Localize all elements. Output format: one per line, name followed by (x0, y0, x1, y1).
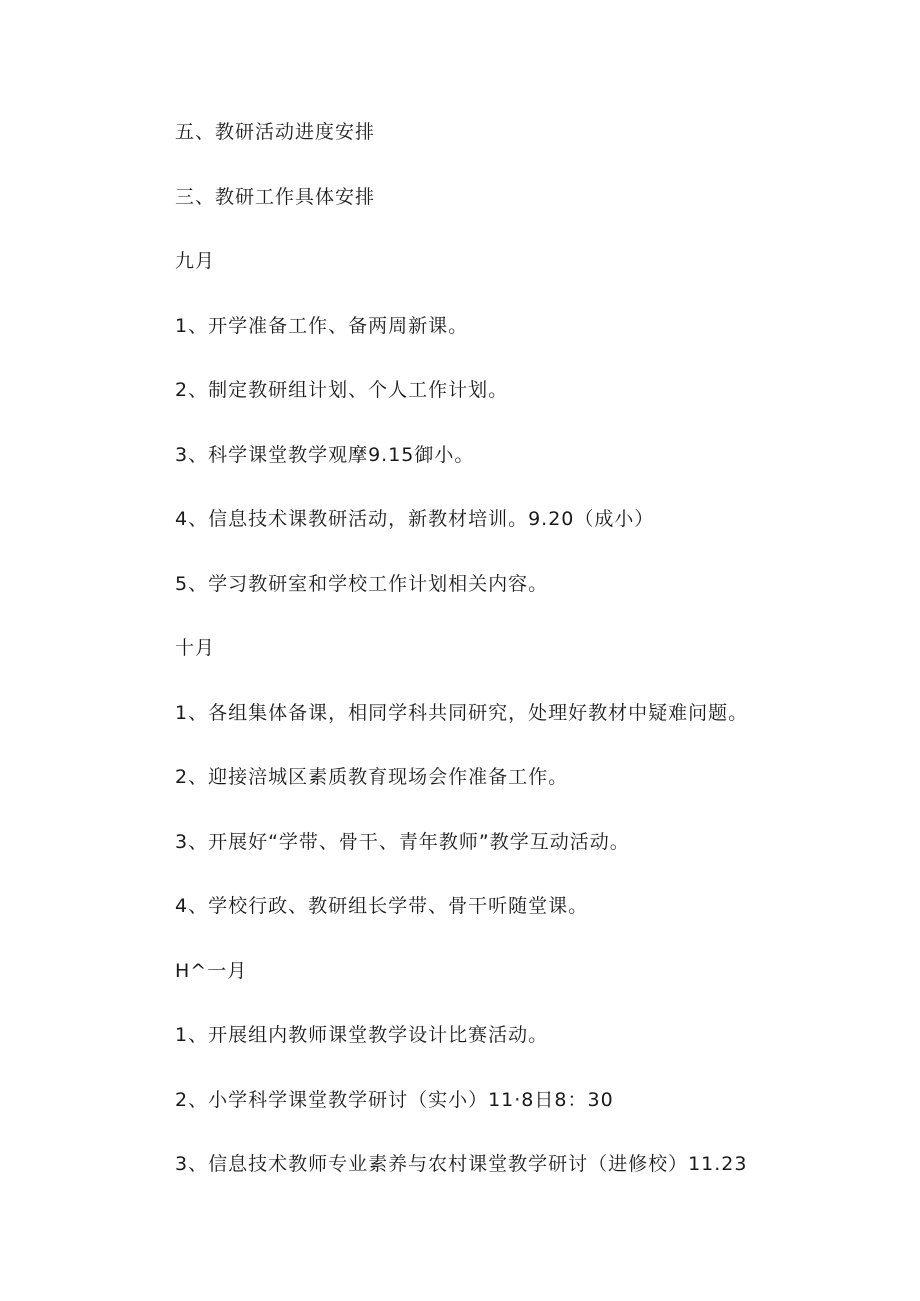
list-item: 4、信息技术课教研活动，新教材培训。9.20（成小） (175, 508, 655, 530)
list-item: 2、迎接涪城区素质教育现场会作准备工作。 (175, 766, 569, 788)
month-heading-november: H^一月 (175, 959, 248, 982)
list-item: 2、制定教研组计划、个人工作计划。 (175, 379, 509, 401)
month-heading-september: 九月 (175, 250, 216, 272)
month-heading-october: 十月 (175, 637, 216, 659)
document-body (175, 110, 875, 1207)
list-item: 1、开学准备工作、备两周新课。 (175, 314, 469, 337)
list-item: 3、信息技术教师专业素养与农村课堂教学研讨（进修校）11.23 (175, 1153, 748, 1175)
list-item: 2、小学科学课堂教学研讨（实小）11·8日8：30 (175, 1088, 614, 1111)
section-heading-arrangement: 三、教研工作具体安排 (175, 185, 376, 208)
list-item: 1、各组集体备课，相同学科共同研究，处理好教材中疑难问题。 (175, 701, 749, 724)
list-item: 4、学校行政、教研组长学带、骨干听随堂课。 (175, 895, 589, 917)
list-item: 1、开展组内教师课堂教学设计比赛活动。 (175, 1024, 549, 1046)
list-item: 5、学习教研室和学校工作计划相关内容。 (175, 572, 549, 595)
list-item: 3、开展好“学带、骨干、青年教师”教学互动活动。 (175, 830, 630, 853)
list-item: 3、科学课堂教学观摩9.15御小。 (175, 443, 475, 466)
section-heading-progress: 五、教研活动进度安排 (175, 121, 376, 143)
